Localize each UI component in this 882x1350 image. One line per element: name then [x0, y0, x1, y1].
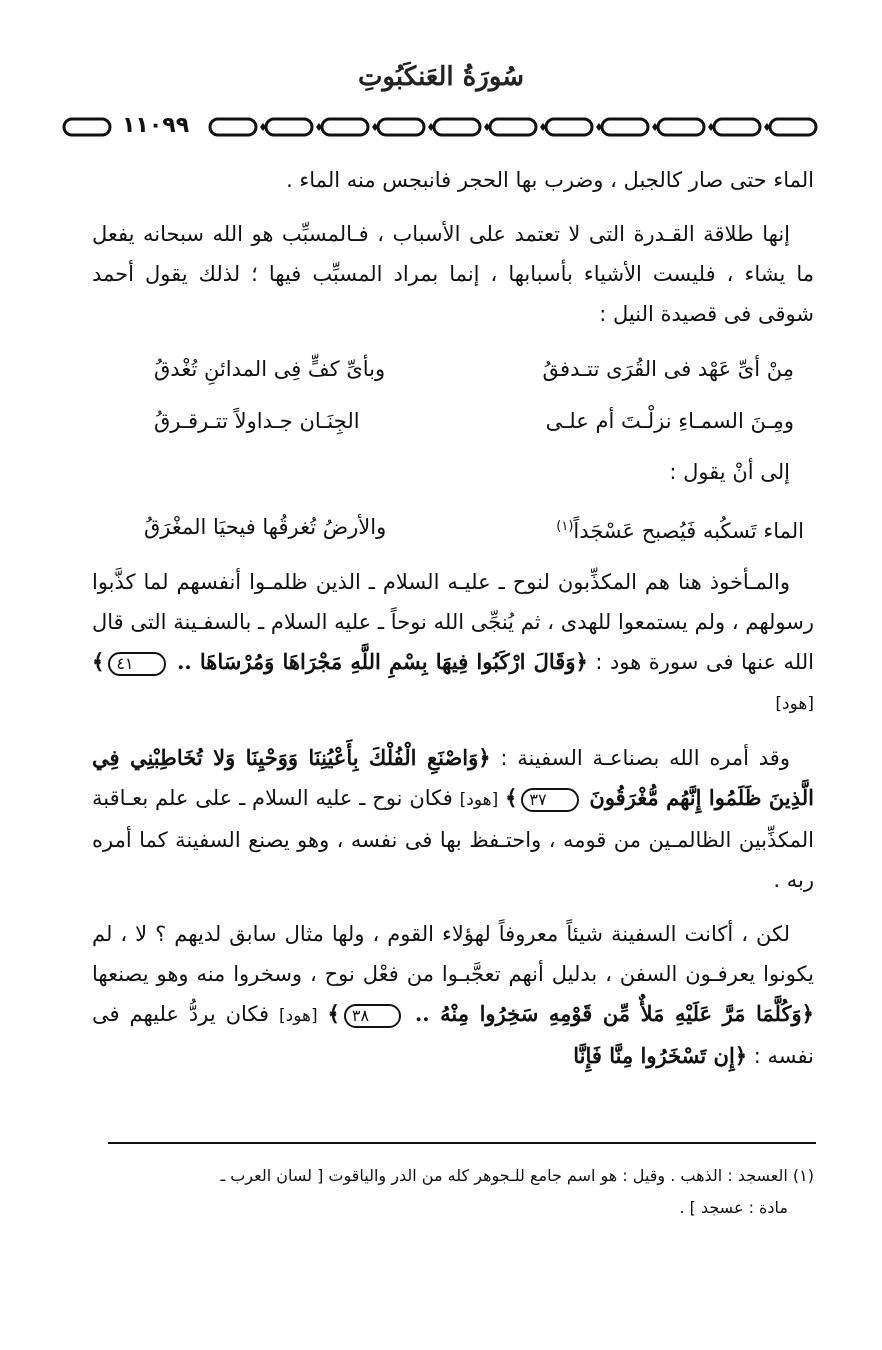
paragraph: إلى أنْ يقول : — [669, 460, 790, 484]
paragraph: والمـأخوذ هنا هم المكذِّبون لنوح ـ عليـه السلام ـ الذين ظلمـوا أنفسهم لما كذَّبوا رسولهم ، ولم يستمعوا للهدى ، ثم يُنجِّى الله نوحاً ـ عليه السلام ـ بالسفـينة التى قال الله عنها فى سورة هود : ﴿وَقَالَ ارْكَبُوا فِيهَا بِسْمِ اللَّهِ مَجْرَاهَا وَمُرْسَاهَا .. ٤١﴾ [هود] — [92, 570, 814, 714]
hemistich: ومِـنَ السمـاءِ نزلْـتَ أم علـى — [545, 409, 794, 433]
poem-line — [154, 400, 794, 442]
poem-line — [144, 506, 804, 552]
footnote — [80, 1160, 814, 1224]
paragraph: إنها طلاقة القـدرة التى لا تعتمد على الأسباب ، فـالمسبِّب هو الله سبحانه يفعل ما يشاء ، فليست الأشياء بأسبابها ، إنما بمراد المسبِّب فيها ؛ لذلك يقول أحمد شوقى فى قصيدة النيل : — [92, 222, 814, 326]
hemistich: الجِنَـان جـداولاً تتـرقـرقُ — [154, 409, 360, 433]
quran-verse: ﴿وَقَالَ ارْكَبُوا فِيهَا بِسْمِ اللَّهِ مَجْرَاهَا وَمُرْسَاهَا .. — [177, 649, 588, 674]
hemistich: الماء تَسكُبه فَيُصبح عَسْجَداً$^{(١)}$ — [556, 519, 804, 543]
verse-number: ٣٨ — [344, 1004, 401, 1028]
surah-reference: [هود] — [279, 1006, 318, 1026]
page-number: ١١٠٩٩ — [118, 113, 193, 138]
poem-line — [154, 348, 794, 390]
hemistich: مِنْ أىِّ عَهْد فى القُرَى تتـدفقُ — [542, 357, 794, 381]
footnote-divider — [108, 1142, 816, 1144]
quran-verse: ﴿إِن تَسْخَرُوا مِنَّا فَإِنَّا — [573, 1043, 748, 1068]
footnote-line: (١) العسجد : الذهب . وقيل : هو اسم جامع للـجوهر كله من الدر والياقوت [ لسان العرب ـ — [220, 1166, 814, 1185]
footnote-line: مادة : عسجد ] . — [679, 1198, 788, 1217]
surah-reference: [هود] — [775, 694, 814, 714]
surah-title: سُورَةُ العَنكَبُوتِ — [357, 62, 525, 92]
paragraph: الماء حتى صار كالجبل ، وضرب بها الحجر فانبجس منه الماء . — [286, 168, 814, 192]
hemistich: والأرضُ تُغرقُها فيحيَا المغْرَقُ — [144, 515, 387, 539]
quran-verse: ﴿وَاصْنَعِ الْفُلْكَ بِأَعْيُنِنَا وَوَحْيِنَا وَلا تُخَاطِبْنِي فِي الَّذِينَ ظَلَمُوا إِنَّهُم مُّغْرَقُونَ — [92, 745, 814, 810]
verse-number: ٤١ — [108, 652, 165, 676]
verse-number: ٣٧ — [521, 788, 578, 812]
main-text — [92, 160, 814, 1090]
quran-verse: ﴿وَكُلَّمَا مَرَّ عَلَيْهِ مَلأٌ مِّن قَوْمِهِ سَخِرُوا مِنْهُ .. — [414, 1001, 814, 1026]
paragraph: لكن ، أكانت السفينة شيئاً معروفاً لهؤلاء القوم ، ولها مثال سابق لديهم ؟ لا ، لم يكونوا يعرفـون السفن ، بدليل أنهم تعجَّبـوا من فعْل نوح ، وسخروا منه وهو يصنعها ﴿وَكُلَّمَا مَرَّ عَلَيْهِ مَلأٌ مِّن قَوْمِهِ سَخِرُوا مِنْهُ .. ٣٨﴾ [هود] فكان يردُّ عليهم فى نفسه : ﴿إِن تَسْخَرُوا مِنَّا فَإِنَّا — [92, 922, 814, 1068]
hemistich: وبأىِّ كفٍّ فِى المدائنِ تُغْدقُ — [154, 357, 386, 381]
surah-reference: [هود] — [459, 790, 499, 810]
paragraph: وقد أمره الله بصناعـة السفينة : ﴿وَاصْنَعِ الْفُلْكَ بِأَعْيُنِنَا وَوَحْيِنَا وَلا تُخَاطِبْنِي فِي الَّذِينَ ظَلَمُوا إِنَّهُم مُّغْرَقُونَ ٣٧﴾ [هود] فكان نوح ـ عليه السلام ـ على علم بعـاقبة المكذِّبين الظالمـين من قومه ، واحتـفظ بها فى نفسه ، وهو يصنع السفينة كما أمره ربه . — [92, 745, 814, 892]
footnote-marker: (١) — [556, 519, 574, 534]
